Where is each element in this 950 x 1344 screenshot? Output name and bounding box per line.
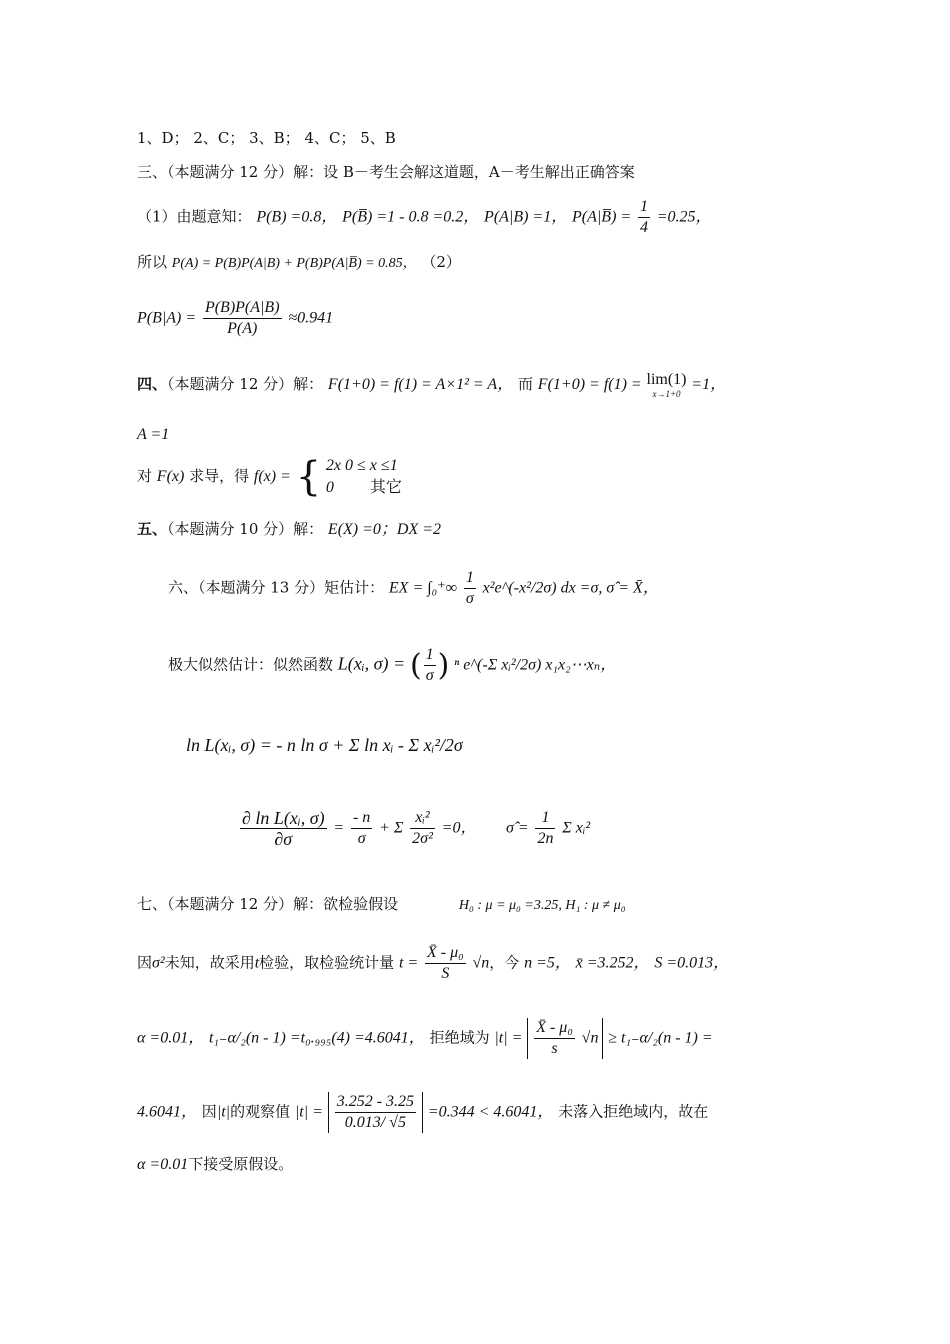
s6-moment-den: σ [465,590,474,607]
s6-est-frac [535,808,555,849]
s6-line1 [168,568,659,609]
s7-l4-rhs: =0.344 < 4.6041， [427,1103,554,1121]
s7-l3-alpha: α =0.01， [137,1029,205,1047]
s3-eq4-frac [638,197,650,238]
s7-l5-alpha: α =0.01 [137,1156,189,1173]
s7-l3-abs-box [527,1018,603,1059]
s4-case1: 2x 0 ≤ x ≤1 [325,457,398,474]
s4-case2-cond: 其它 [369,479,402,496]
s4-line1 [137,371,726,399]
s6-deriv-frac [240,808,327,849]
s7-l2-d: ，今 [489,953,520,972]
s7-l2-a: 因 [137,953,153,972]
s6-est-rhs: Σ xᵢ² [562,819,591,837]
s7-l4-b: 的观察值 [230,1102,291,1121]
s3-p1-label: （1）由题意知： [137,207,252,226]
s3-p2-label: 所以 [137,253,168,271]
s3-eq4-rhs: =0.25， [656,208,712,226]
s7-l4-tail: 未落入拒绝域内，故在 [558,1102,709,1121]
s4-cases [326,455,402,499]
s4-lim-text: lim(1) [646,371,687,388]
s6-line4 [238,808,590,849]
s6-moment-body: x²e^(-x²/2σ) dx =σ, σ̂ = X̄， [482,579,659,597]
s4-deriv-label: 对 [137,467,153,485]
s7-l3-sqrt: √n [581,1029,599,1047]
s6-log-eq: ln L(xᵢ, σ) = - n ln σ + Σ ln xᵢ - Σ xᵢ²/2σ [186,735,463,755]
s7-l2-sigma: σ² [152,954,165,972]
s3-p3-frac [203,298,282,339]
s3-heading [137,161,635,182]
s7-line3 [137,1018,713,1059]
s7-l4-a: 因 [201,1102,217,1121]
s4-brace: { [295,454,322,500]
s6-moment-num: 1 [464,568,476,589]
s7-l3-t: t₁₋α/₂(n - 1) =t₀.₉₉₅(4) =4.6041， [208,1029,425,1047]
s7-l3-tail: ≥ t₁₋α/₂(n - 1) = [608,1029,713,1047]
s7-l2-n: n =5， [524,954,571,972]
s3-p3-lhs: P(B|A) = [137,309,197,327]
s4-lim [647,371,687,399]
s6-deriv-rhs2-den: 2σ² [412,830,433,847]
s6-deriv-rhs1-den: σ [357,830,366,847]
s7-line4 [137,1092,708,1133]
s6-mle-label: 极大似然估计：似然函数 [168,655,334,674]
s7-l2-c: 检验，取检验统计量 [259,953,395,972]
s5-line [137,516,441,539]
s4-heading-rest: （本题满分 12 分）解： [167,375,324,393]
s4-line2 [137,425,169,444]
s4-case2-val: 0 [325,479,334,496]
s7-l3-num: X̄ - μ₀ [534,1018,575,1039]
s6-mle-lhs: L(xᵢ, σ) = [337,653,406,674]
s4-deriv-mid: 求导，得 [189,467,250,485]
s6-mle-frac [424,645,436,686]
s7-l4-abs-box [328,1092,423,1133]
s3-p3-num: P(B)P(A|B) [203,298,282,319]
s5-heading: 五、 [137,520,168,538]
s3-line2 [137,251,461,272]
s6-deriv-rhs1 [351,808,372,849]
s4-deriv-lhs: f(x) = [253,468,291,485]
s3-line3 [137,298,333,339]
s7-l4-num: 3.252 - 3.25 [335,1092,416,1113]
s4-lim-sub: x→1+0 [652,389,681,399]
answers-text: 1、D； 2、C； 3、B； 4、C； 5、B [137,129,396,147]
s7-l2-s: S =0.013， [654,954,730,972]
s3-p2-tail: （2） [421,253,461,271]
s7-l2-b: 未知，故采用 [164,953,255,972]
s6-mle-frac-den: σ [425,667,434,684]
s7-l3-frac [534,1018,575,1059]
s3-p3-den: P(A) [227,320,258,337]
s4-eq2: F(1+0) = f(1) = [537,376,642,393]
s4-case2 [326,477,402,499]
s4-eq2-rhs: =1， [691,376,727,393]
s7-l4-val: 4.6041， [137,1103,198,1121]
s6-line2 [168,645,616,686]
s7-hyp: H₀ : μ = μ₀ =3.25, H₁ : μ ≠ μ₀ [458,898,626,913]
s6-est-num: 1 [535,808,555,829]
s6-mle-frac-num: 1 [424,645,436,666]
s7-l2-den: S [441,965,450,982]
s6-est-lhs: σ̂ = [506,819,529,837]
s7-l2-tstat: t = [398,954,419,972]
s3-heading-text: 三、（本题满分 12 分）解：设 B－考生会解这道题，A－考生解出正确答案 [137,163,635,181]
s4-deriv-fx: F(x) [156,468,185,485]
s6-deriv-rhs2-frac [410,808,435,849]
s4-a-value: A =1 [137,426,170,443]
s5-heading-rest: （本题满分 10 分）解： [167,520,324,538]
answers-line [137,127,396,148]
s7-l2-frac [425,943,466,984]
s5-eq: E(X) =0；DX =2 [327,521,442,538]
s6-est-den: 2n [537,830,554,847]
s7-heading: 七、（本题满分 12 分）解：欲检验假设 [137,895,399,913]
s4-eq1: F(1+0) = f(1) = A×1² = A， [327,376,514,393]
s6-moment-lhs: EX = ∫₀⁺∞ [388,579,458,597]
s7-l3-abs: |t| = [494,1029,523,1047]
s6-paren-open: ( [409,648,422,683]
s3-p2-eq: P(A) = P(B)P(A|B) + P(B)P(A|B̅) = 0.85， [171,256,417,271]
s7-l4-frac [335,1092,416,1133]
s4-line3 [137,455,402,499]
s6-deriv-rhs1-num: - n [351,808,372,829]
s6-deriv-rhs2-num: xᵢ² [410,808,435,829]
s7-l4-t: |t| [216,1103,231,1121]
s3-eq3: P(A|B) =1， [484,208,568,226]
s3-eq4-num: 1 [638,197,650,218]
s7-l2-t: t [254,954,260,972]
s6-deriv-tail: =0， [441,819,477,837]
s7-l3-mid: 拒绝域为 [429,1028,490,1047]
s7-line5 [137,1153,293,1174]
s6-line3 [186,735,463,756]
s3-line1 [137,197,712,238]
s6-heading: 六、（本题满分 13 分）矩估计： [168,578,385,597]
s6-paren-close: ) [437,648,450,683]
s6-mle-rhs: ⁿ e^(-Σ xᵢ²/2σ) x₁x₂⋯xₙ， [454,656,617,674]
s7-l3-den: s [551,1040,558,1057]
s4-eq1-join: 而 [518,375,534,393]
s3-eq4-den: 4 [639,219,648,236]
s3-p3-rhs: ≈0.941 [288,309,334,327]
s6-deriv-den: ∂σ [274,829,293,849]
s7-l2-sqrt: √n [472,954,490,972]
s6-moment-frac [464,568,476,609]
s7-l5-tail: 下接受原假设。 [188,1155,294,1173]
s7-l4-den: 0.013/ √5 [344,1114,406,1131]
s7-line2 [137,943,729,984]
s3-eq2: P(B̅) =1 - 0.8 =0.2， [342,208,480,226]
s4-heading: 四、 [137,375,168,393]
s7-l2-xbar: x̄ =3.252， [575,954,650,972]
s6-deriv-num: ∂ ln L(xᵢ, σ) [242,808,325,828]
s6-equals: = [333,819,345,837]
s6-deriv-rhs2: + Σ [379,819,404,837]
s7-l4-abs: |t| = [294,1103,323,1121]
s3-eq1: P(B) =0.8， [256,208,338,226]
s7-line1 [137,893,626,914]
s7-l2-num: X̄ - μ₀ [425,943,466,964]
s3-eq4-lhs: P(A|B̅) = [572,208,632,226]
